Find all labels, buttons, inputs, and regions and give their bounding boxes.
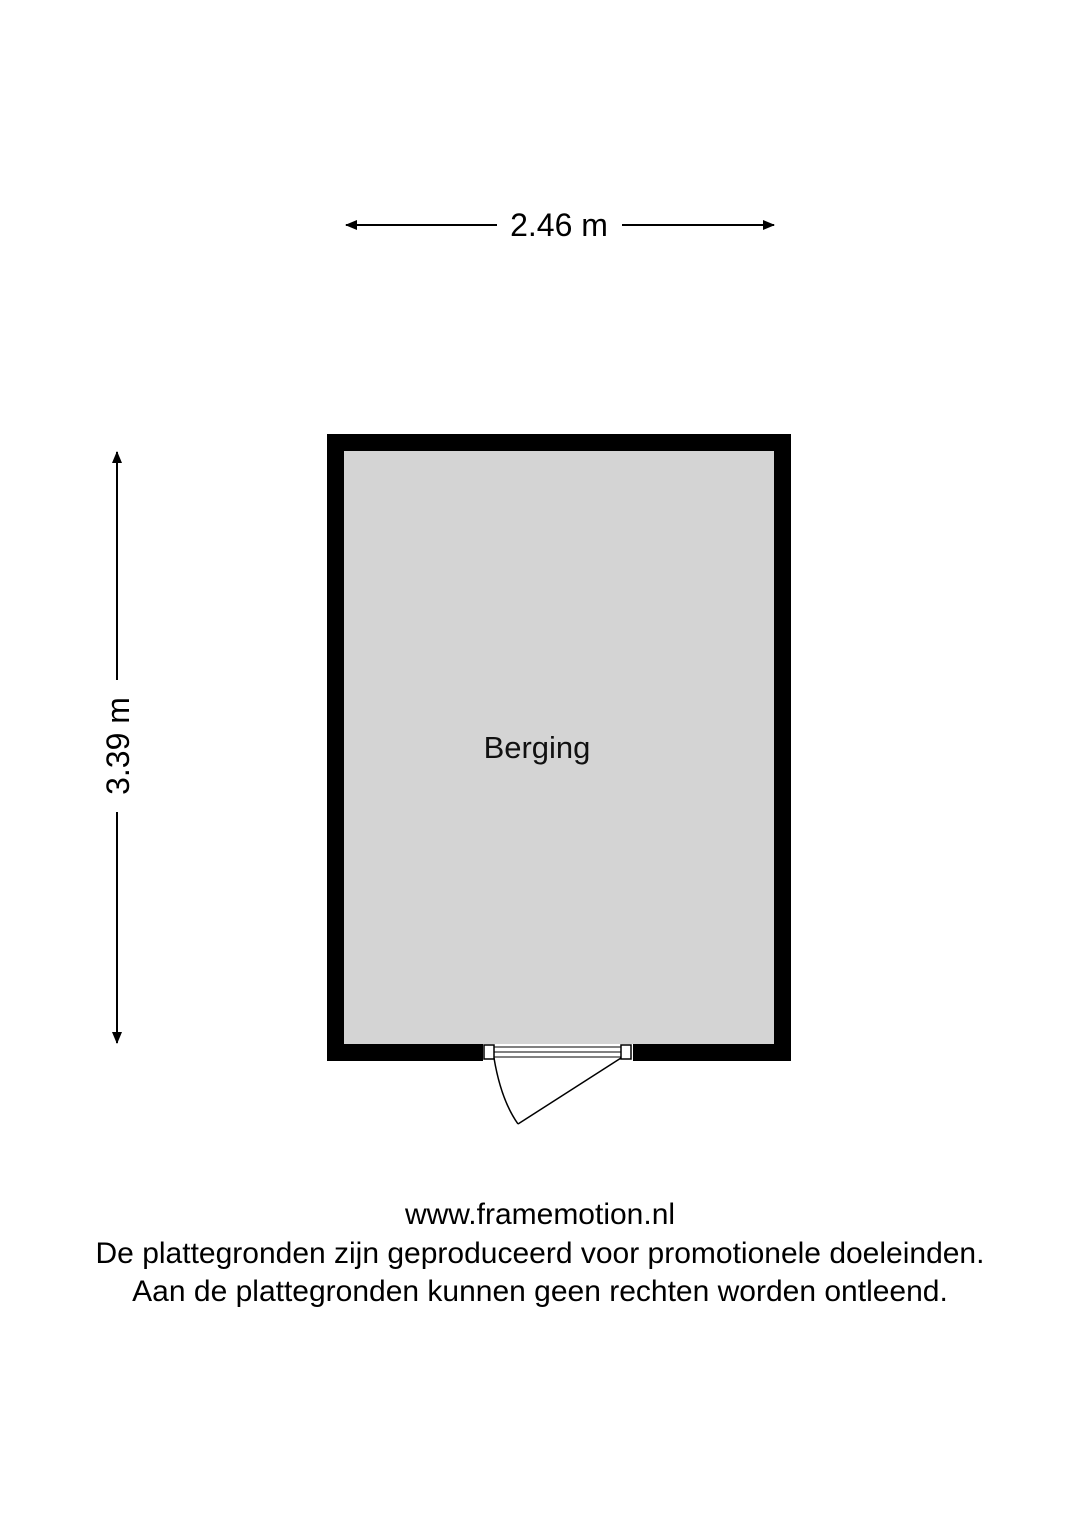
footer bbox=[0, 1196, 1080, 1312]
height-dimension bbox=[100, 452, 136, 1043]
door-jamb-left bbox=[484, 1045, 494, 1059]
door-swing-arc bbox=[494, 1058, 518, 1124]
disclaimer-line-2: Aan de plattegronden kunnen geen rechten worden ontleend. bbox=[132, 1275, 948, 1308]
height-dimension-label: 3.39 m bbox=[100, 697, 136, 795]
door-jamb-right bbox=[621, 1045, 631, 1059]
door-leaf bbox=[518, 1058, 621, 1124]
width-dimension-label: 2.46 m bbox=[510, 207, 608, 243]
website-link[interactable]: www.framemotion.nl bbox=[404, 1198, 676, 1231]
door bbox=[483, 1044, 633, 1124]
width-dimension bbox=[346, 207, 774, 243]
disclaimer-line-1: De plattegronden zijn geproduceerd voor promotionele doeleinden. bbox=[95, 1236, 985, 1270]
room-label-berging: Berging bbox=[483, 730, 591, 765]
room-berging bbox=[327, 434, 791, 1124]
